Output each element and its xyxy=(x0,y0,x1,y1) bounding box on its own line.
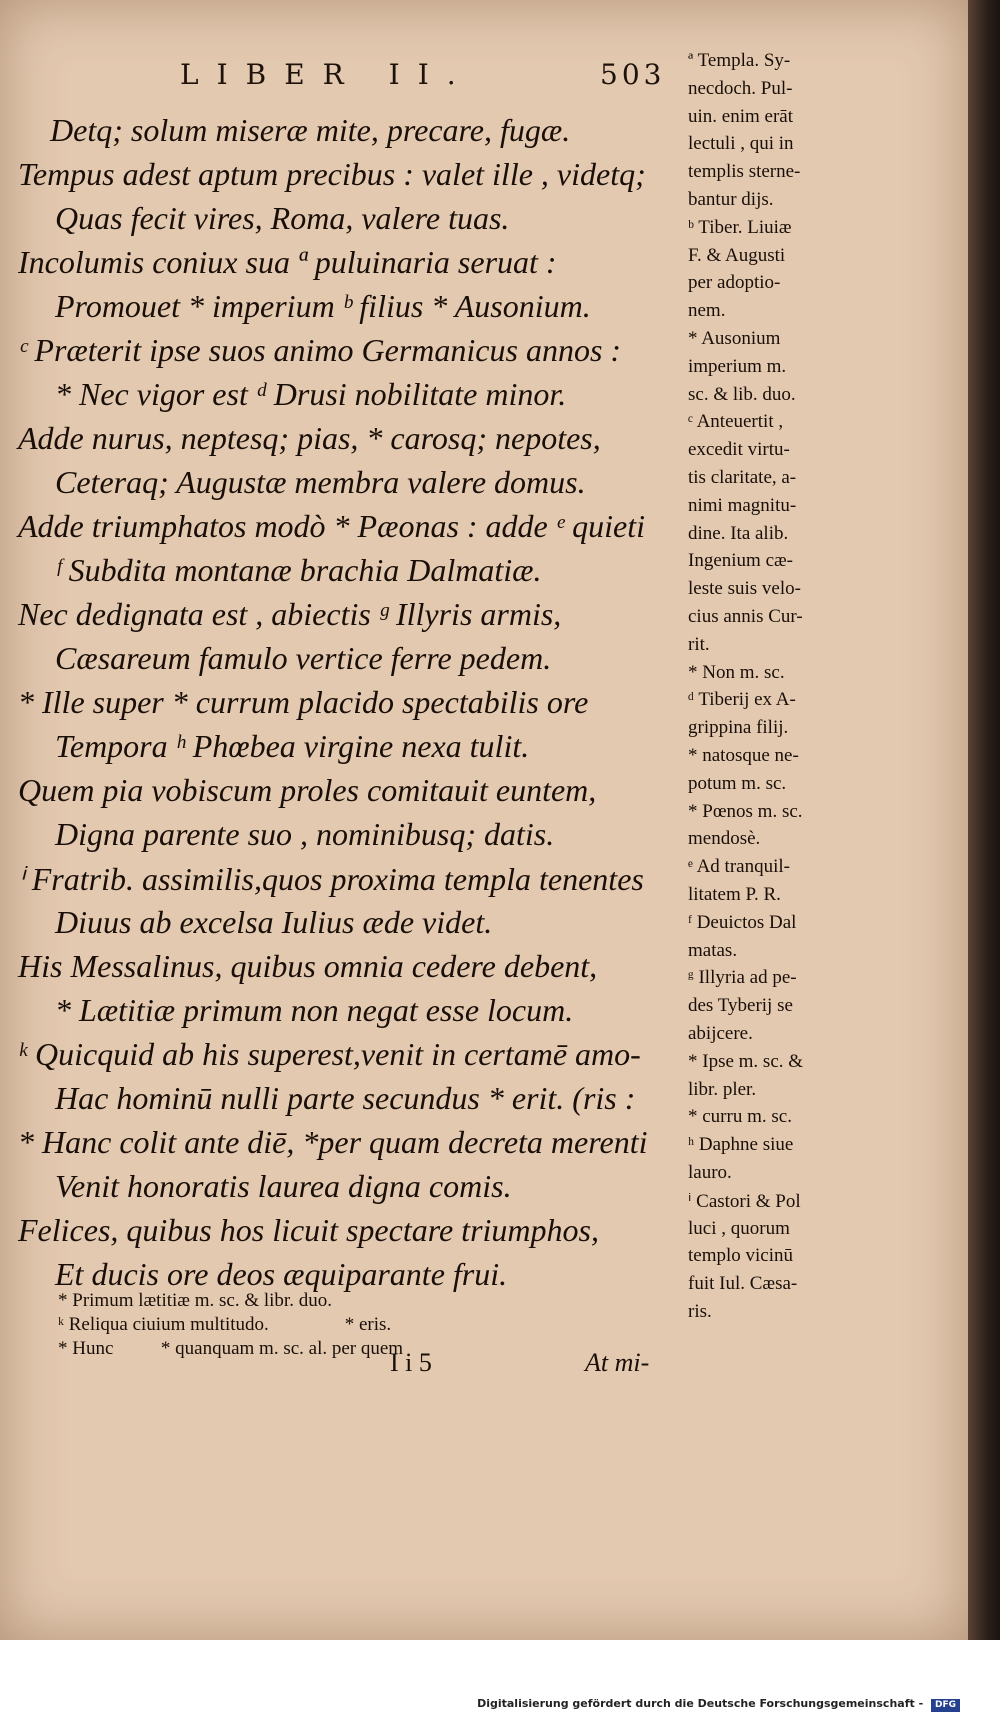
verse-line: Venit honoratis laurea digna comis. xyxy=(55,1168,512,1204)
marginal-note-line: sc. & lib. duo. xyxy=(688,383,796,405)
verse-line: Hac hominū nulli parte secundus * erit. (ris : xyxy=(55,1080,636,1116)
marginal-note-line: cius annis Cur- xyxy=(688,606,803,627)
marginal-note-line: matas. xyxy=(688,939,738,961)
marginal-note-line: templo vicinū xyxy=(688,1245,794,1267)
marginal-note-line: litatem P. R. xyxy=(688,884,781,905)
marginal-note-line: fuit Iul. Cæsa- xyxy=(688,1273,798,1295)
marginal-note-line: * Non m. sc. xyxy=(688,661,785,683)
verse-line: His Messalinus, quibus omnia cedere debent, xyxy=(18,948,598,984)
header-title: LIBER II. xyxy=(180,58,474,91)
marginal-note-line: leste suis velo- xyxy=(688,578,801,600)
marginal-note-line: per adoptio- xyxy=(688,272,781,294)
marginal-note-line: imperium m. xyxy=(688,355,787,377)
verse-line: * Lætitiæ primum non negat esse locum. xyxy=(55,992,574,1028)
marginal-note-line: ª Templa. Sy- xyxy=(688,50,791,71)
verse-line: Adde nurus, neptesq; pias, * carosq; nepotes, xyxy=(18,420,601,456)
verse-line: Detq; solum miseræ mite, precare, fugæ. xyxy=(50,112,571,148)
signature-mark: I i 5 xyxy=(390,1348,432,1377)
marginal-note-line: dine. Ita alib. xyxy=(688,522,789,544)
marginal-note-line: grippina filij. xyxy=(688,717,789,739)
book-spine xyxy=(968,0,1000,1640)
marginal-note-line: bantur dijs. xyxy=(688,189,774,210)
verse-line: Quem pia vobiscum proles comitauit euntem, xyxy=(18,772,597,808)
marginal-note-line: ᶜ Anteuertit , xyxy=(688,411,784,433)
marginal-note-line: libr. pler. xyxy=(688,1078,757,1100)
verse-line: Diuus ab excelsa Iulius æde videt. xyxy=(55,904,493,940)
footnote-line: ᵏ Reliqua ciuium multitudo. * eris. xyxy=(58,1314,392,1335)
verse-line: * Ille super * currum placido spectabilis ore xyxy=(18,684,589,720)
verse-line: ⁱ Fratrib. assimilis,quos proxima templa tenentes xyxy=(18,861,644,897)
footer-strip xyxy=(0,1640,1000,1718)
page-number: 503 xyxy=(600,58,666,91)
marginal-note-line: ᵇ Tiber. Liuiæ xyxy=(688,216,792,238)
marginal-note-line: ʰ Daphne siue xyxy=(688,1134,794,1156)
verse-line: Promouet * imperium ᵇ filius * Ausonium. xyxy=(55,288,591,324)
verse-line: Digna parente suo , nominibusq; datis. xyxy=(55,816,555,852)
marginal-note-line: abijcere. xyxy=(688,1023,753,1044)
verse-line: Ceteraq; Augustæ membra valere domus. xyxy=(55,464,586,500)
verse-line: * Hanc colit ante diē, *per quam decreta merenti xyxy=(18,1124,648,1160)
marginal-note-line: lectuli , qui in xyxy=(688,133,794,155)
marginal-note-line: * Pœnos m. sc. xyxy=(688,800,803,822)
verse-line: Tempora ʰ Phœbea virgine nexa tulit. xyxy=(55,728,530,764)
marginal-note-line: Ingenium cæ- xyxy=(688,550,794,572)
marginal-note-line: rit. xyxy=(688,633,710,655)
marginal-note-line: F. & Augusti xyxy=(688,244,786,266)
verse-line: ᶠ Subdita montanæ brachia Dalmatiæ. xyxy=(55,552,542,588)
marginal-note-line: excedit virtu- xyxy=(688,439,790,461)
dfg-logo: DFG xyxy=(931,1699,960,1712)
verse-line: ᵏ Quicquid ab his superest,venit in certamē amo- xyxy=(18,1036,641,1072)
marginal-note-line: uin. enim erāt xyxy=(688,105,793,127)
marginal-note-line: * Ipse m. sc. & xyxy=(688,1050,804,1072)
footnote-line: * Primum lætitiæ m. sc. & libr. duo. xyxy=(58,1290,332,1311)
marginal-note-line: * curru m. sc. xyxy=(688,1106,792,1128)
verse-line: Tempus adest aptum precibus : valet ille , videtq; xyxy=(18,156,646,192)
footer-text: Digitalisierung gefördert durch die Deutsche Forschungsgemeinschaft - xyxy=(477,1697,924,1710)
footer-credit xyxy=(477,1697,960,1712)
verse-line: Incolumis coniux sua ª puluinaria seruat : xyxy=(18,244,557,280)
marginal-note-line: ᵈ Tiberij ex A- xyxy=(688,689,796,711)
marginal-note-line: luci , quorum xyxy=(688,1217,790,1239)
verse-line: Quas fecit vires, Roma, valere tuas. xyxy=(55,200,510,236)
marginal-note-line: tis claritate, a- xyxy=(688,467,797,488)
verse-line: * Nec vigor est ᵈ Drusi nobilitate minor. xyxy=(55,376,567,412)
marginal-note-line: ᵉ Ad tranquil- xyxy=(688,856,790,878)
marginal-note-line: lauro. xyxy=(688,1162,732,1183)
marginal-note-line: potum m. sc. xyxy=(688,772,787,794)
verse-line: Adde triumphatos modò * Pæonas : adde ᵉ quieti xyxy=(18,508,646,544)
verse-line: Cæsareum famulo vertice ferre pedem. xyxy=(55,640,552,676)
marginal-note-line: necdoch. Pul- xyxy=(688,77,793,99)
marginal-note-line: ⁱ Castori & Pol xyxy=(688,1190,801,1212)
marginal-note-line: des Tyberij se xyxy=(688,995,793,1017)
marginal-note-line: ᶠ Deuictos Dal xyxy=(688,911,797,933)
verse-line: ᶜ Præterit ipse suos animo Germanicus annos : xyxy=(18,332,622,368)
verse-line: Et ducis ore deos æquiparante frui. xyxy=(55,1256,508,1292)
marginal-note-line: ᵍ Illyria ad pe- xyxy=(688,967,797,989)
verse-line: Nec dedignata est , abiectis ᵍ Illyris armis, xyxy=(18,596,562,632)
marginal-note-line: * Ausonium xyxy=(688,328,781,349)
marginal-note-line: templis sterne- xyxy=(688,161,801,183)
marginal-note-line: nimi magnitu- xyxy=(688,494,797,516)
marginal-note-line: nem. xyxy=(688,300,726,322)
marginal-note-line: * natosque ne- xyxy=(688,745,799,766)
footnote-line: * Hunc * quanquam m. sc. al. per quem xyxy=(58,1338,404,1359)
catchword: At mi- xyxy=(585,1348,650,1377)
marginal-note-line: mendosè. xyxy=(688,828,761,850)
marginal-note-line: ris. xyxy=(688,1301,712,1322)
running-header xyxy=(180,58,680,98)
verse-line: Felices, quibus hos licuit spectare triumphos, xyxy=(18,1212,599,1248)
